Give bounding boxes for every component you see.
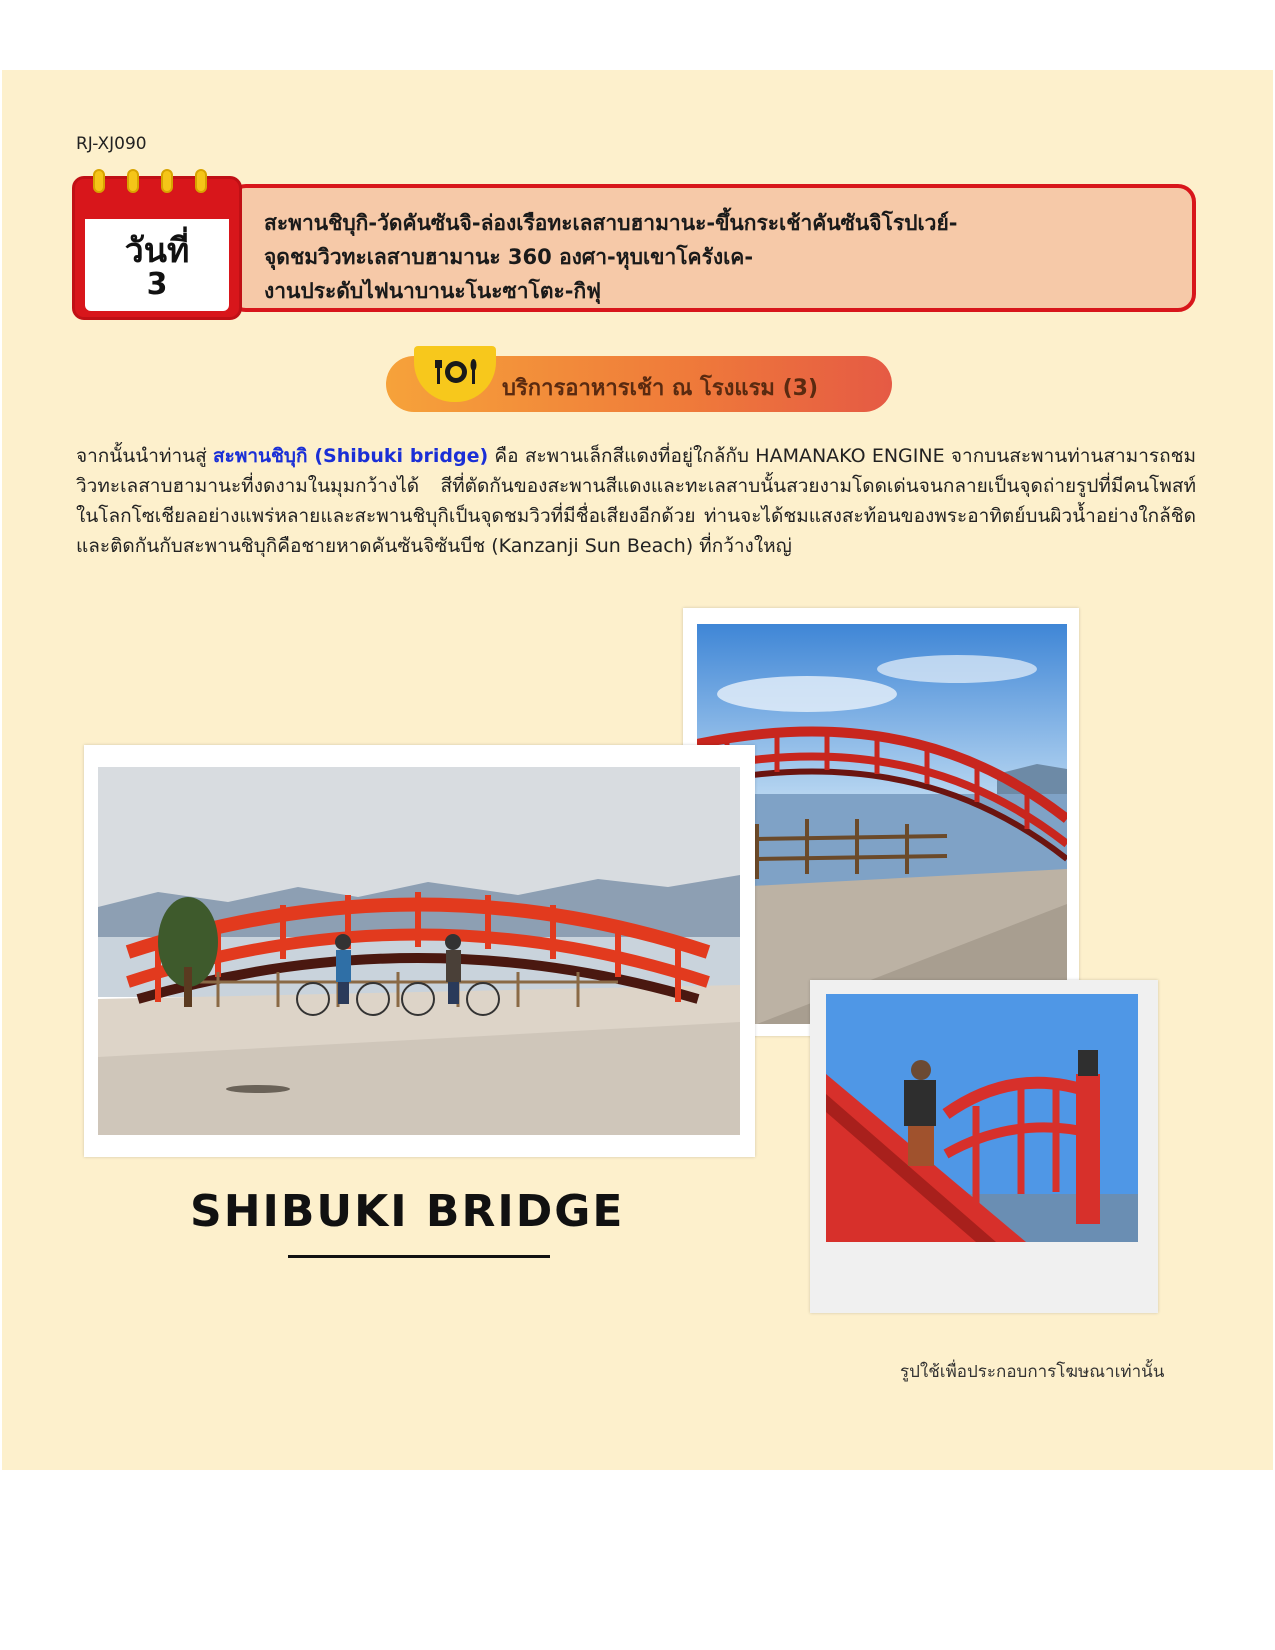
day-title <box>264 206 1164 308</box>
day-title-line-3: งานประดับไฟนาบานะโนะซาโตะ-กิฟุ <box>264 279 602 303</box>
day-title-line-2: จุดชมวิวทะเลสาบฮามานะ 360 องศา-หุบเขาโครังเค- <box>264 245 754 269</box>
calendar-sheet <box>85 219 229 311</box>
dining-icon <box>414 346 496 402</box>
meal-badge <box>386 356 892 412</box>
photo-frame-main <box>84 745 755 1157</box>
paragraph-body: คือ สะพานเล็กสีแดงที่อยู่ใกล้กับ HAMANAKO ENGINE จากบนสะพานท่านสามารถชมวิวทะเลสาบฮามานะที่งดงามในมุมกว้างได้ สีที่ตัดกันของสะพานสีแดงและทะเลสาบนั้นสวยงามโดดเด่นจนกลายเป็นจุดถ่ายรูปที่มีคนโพสท์ในโลกโซเชียลอย่างแพร่หลายและสะพานชิบุกิเป็นจุดชมวิวที่มีชื่อเสียงอีกด้วย ท่านจะได้ชมแสงสะท้อนของพระอาทิตย์บนผิวน้ำอย่างใกล้ชิด และติดกันกับสะพานชิบุกิคือชายหาดคันซันจิซันบีช (Kanzanji Sun Beach) ที่กว้างใหญ่ <box>76 445 1197 557</box>
calendar-ring <box>195 169 207 193</box>
day-label: วันที่ <box>124 231 190 271</box>
caption-underline <box>288 1255 550 1258</box>
bridge-photo-bottom-right <box>826 994 1138 1242</box>
calendar-ring <box>93 169 105 193</box>
description-paragraph <box>76 441 1196 561</box>
advertising-disclaimer: รูปใช้เพื่อประกอบการโฆษณาเท่านั้น <box>900 1362 1165 1382</box>
calendar-icon <box>72 176 242 320</box>
bridge-name-highlight: สะพานชิบุกิ (Shibuki bridge) <box>213 445 489 467</box>
day-title-banner <box>228 184 1196 312</box>
calendar-ring <box>127 169 139 193</box>
day-title-line-1: สะพานชิบุกิ-วัดคันซันจิ-ล่องเรือทะเลสาบฮามานะ-ขึ้นกระเช้าคันซันจิโรปเวย์- <box>264 211 958 235</box>
day-number: 3 <box>146 267 168 302</box>
meal-text: บริการอาหารเช้า ณ โรงแรม (3) <box>502 376 818 401</box>
paragraph-intro: จากนั้นนำท่านสู่ <box>76 445 214 467</box>
photo-frame-bottom-right <box>810 980 1158 1313</box>
calendar-ring <box>161 169 173 193</box>
bridge-photo-main <box>98 767 740 1135</box>
photo-caption: SHIBUKI BRIDGE <box>190 1186 625 1237</box>
tour-code: RJ-XJ090 <box>76 134 147 154</box>
